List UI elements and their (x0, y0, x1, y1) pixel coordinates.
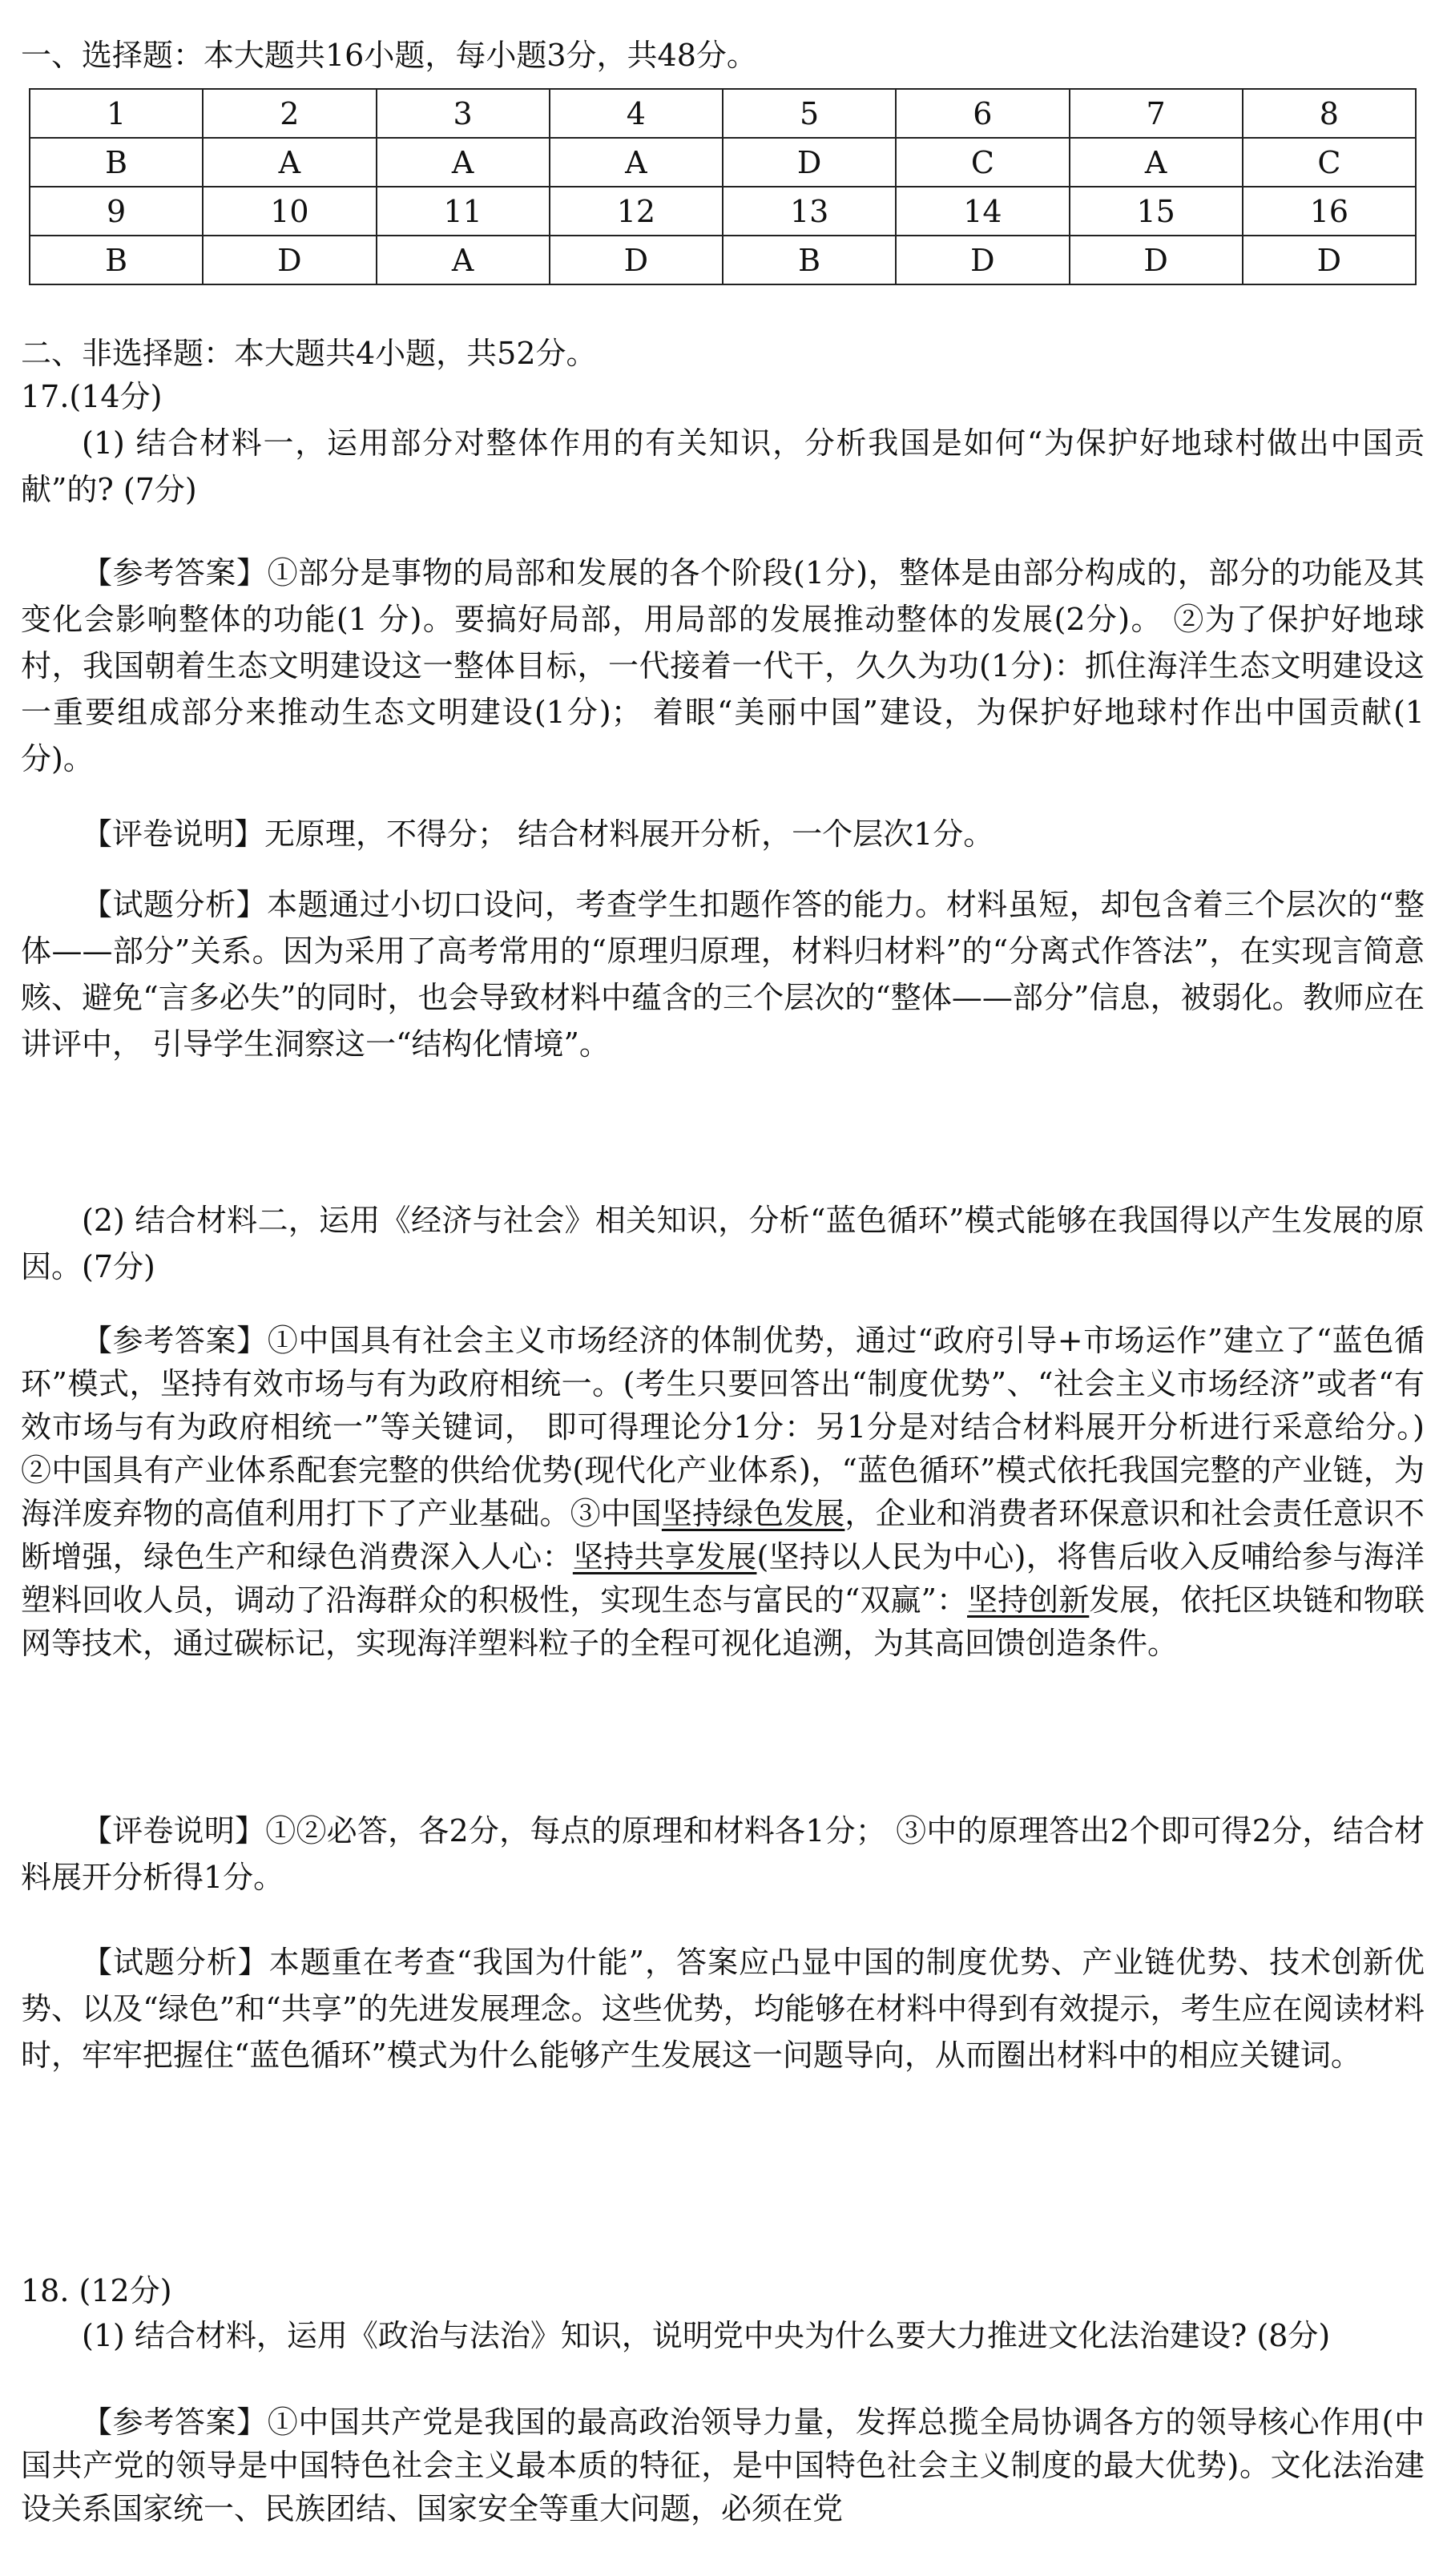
q17-p2-answer-part-d: 发展，依托区块链和物联网等技术，通过碳标记，实现海洋塑料粒子的全程可视化追溯，为其高回馈创造条件。 (21, 1582, 1425, 1661)
underline-innovation: 坚持创新 (967, 1582, 1090, 1618)
answer-cell: A (377, 236, 550, 284)
question-number-cell: 3 (377, 89, 550, 138)
question-number-cell: 7 (1070, 89, 1243, 138)
answer-cell: D (723, 138, 896, 187)
q17-p2-scoring: 【评卷说明】①②必答，各2分，每点的原理和材料各1分； ③中的原理答出2个即可得2分，结合材料展开分析得1分。 (21, 1813, 1425, 1895)
answer-cell: B (723, 236, 896, 284)
question-number-cell: 5 (723, 89, 896, 138)
q18-p1-question: (1) 结合材料，运用《政治与法治》知识，说明党中央为什么要大力推进文化法治建设? (8分) (82, 2318, 1331, 2353)
answer-cell: D (1243, 236, 1416, 284)
section2-heading: 二、非选择题：本大题共4小题，共52分。 (21, 336, 597, 371)
q17-p1-scoring: 【评卷说明】无原理，不得分； 结合材料展开分析，一个层次1分。 (82, 816, 994, 852)
q17-p1-analysis: 【试题分析】本题通过小切口设问，考查学生扣题作答的能力。材料虽短，却包含着三个层次的“整体——部分”关系。因为采用了高考常用的“原理归原理，材料归材料”的“分离式作答法”，在实现言简意赅、避免“言多必失”的同时，也会导致材料中蕴含的三个层次的“整体——部分”信息，被弱化。教师应在讲评中， 引导学生洞察这一“结构化情境”。 (21, 887, 1425, 1062)
question-number-cell: 16 (1243, 187, 1416, 236)
q17-p2-analysis: 【试题分析】本题重在考查“我国为什能”，答案应凸显中国的制度优势、产业链优势、技术创新优势、以及“绿色”和“共享”的先进发展理念。这些优势，均能够在材料中得到有效提示，考生应在阅读材料时，牢牢把握住“蓝色循环”模式为什么能够产生发展这一问题导向，从而圈出材料中的相应关键词。 (21, 1945, 1425, 2073)
q17-p1-question: (1) 结合材料一，运用部分对整体作用的有关知识，分析我国是如何“为保护好地球村做出中国贡献”的? (7分) (21, 425, 1425, 507)
answer-cell: A (1070, 138, 1243, 187)
q17-p2-question: (2) 结合材料二，运用《经济与社会》相关知识，分析“蓝色循环”模式能够在我国得以产生发展的原因。(7分) (21, 1203, 1425, 1284)
question-number-cell: 4 (550, 89, 723, 138)
question-number-cell: 10 (203, 187, 376, 236)
answer-cell: D (203, 236, 376, 284)
section1-heading: 一、选择题：本大题共16小题，每小题3分，共48分。 (21, 38, 757, 73)
answer-cell: A (550, 138, 723, 187)
question-number-cell: 9 (30, 187, 203, 236)
q17-p2-answer-part-a: 【参考答案】①中国具有社会主义市场经济的体制优势，通过“政府引导+市场运作”建立了“蓝色循环”模式，坚持有效市场与有为政府相统一。(考生只要回答出“制度优势”、“社会主义市场经济”或者“有效市场与有为政府相统一”等关键词， 即可得理论分1分：另1分是对结合材料展开分析进行采意给分。) ②中国具有产业体系配套完整的供给优势(现代化产业体系)，“蓝色循环”模式依托我国完整的产业链，为海洋废弃物的高值利用打下了产业基础。③中国 (21, 1323, 1425, 1531)
question-number-cell: 11 (377, 187, 550, 236)
question-number-cell: 13 (723, 187, 896, 236)
q17-p2-answer-part-b: ，企业和消费者环保意识和社会责任意识不断增强，绿色生产和绿色消费深入人心： (21, 1496, 1425, 1574)
q17-p2-answer (21, 1319, 1425, 1665)
answer-cell: C (896, 138, 1069, 187)
q17-p1-answer: 【参考答案】①部分是事物的局部和发展的各个阶段(1分)，整体是由部分构成的，部分的功能及其变化会影响整体的功能(1 分)。要搞好局部，用局部的发展推动整体的发展(2分)。 ②为了保护好地球村，我国朝着生态文明建设这一整体目标，一代接着一代干，久久为功(1分)：抓住海洋生态文明建设这一重要组成部分来推动生态文明建设(1分)； 着眼“美丽中国”建设，为保护好地球村作出中国贡献(1分)。 (21, 555, 1425, 776)
answer-cell: C (1243, 138, 1416, 187)
question-number-cell: 12 (550, 187, 723, 236)
question-number-cell: 15 (1070, 187, 1243, 236)
answer-row (30, 138, 1416, 187)
question-number-row (30, 187, 1416, 236)
question-number-cell: 1 (30, 89, 203, 138)
underline-shared-development: 坚持共享发展 (572, 1539, 757, 1574)
q18-p1-answer: 【参考答案】①中国共产党是我国的最高政治领导力量，发挥总揽全局协调各方的领导核心作用(中国共产党的领导是中国特色社会主义最本质的特征，是中国特色社会主义制度的最大优势)。文化法治建设关系国家统一、民族团结、国家安全等重大问题，必须在党 (21, 2405, 1425, 2526)
answer-cell: D (896, 236, 1069, 284)
question-number-cell: 6 (896, 89, 1069, 138)
question-number-cell: 8 (1243, 89, 1416, 138)
q17-label: 17.(14分) (21, 379, 163, 414)
answer-cell: B (30, 138, 203, 187)
question-number-cell: 14 (896, 187, 1069, 236)
question-number-row (30, 89, 1416, 138)
question-number-cell: 2 (203, 89, 376, 138)
answer-cell: D (1070, 236, 1243, 284)
answer-cell: D (550, 236, 723, 284)
answer-cell: A (377, 138, 550, 187)
answer-key-table (29, 88, 1417, 285)
answer-cell: A (203, 138, 376, 187)
answer-row (30, 236, 1416, 284)
underline-green-development: 坚持绿色发展 (661, 1496, 845, 1531)
q17-p2-answer-part-c: (坚持以人民为中心)，将售后收入反哺给参与海洋塑料回收人员，调动了沿海群众的积极性，实现生态与富民的“双赢”： (21, 1539, 1425, 1618)
answer-cell: B (30, 236, 203, 284)
q18-label: 18. (12分) (21, 2273, 172, 2308)
